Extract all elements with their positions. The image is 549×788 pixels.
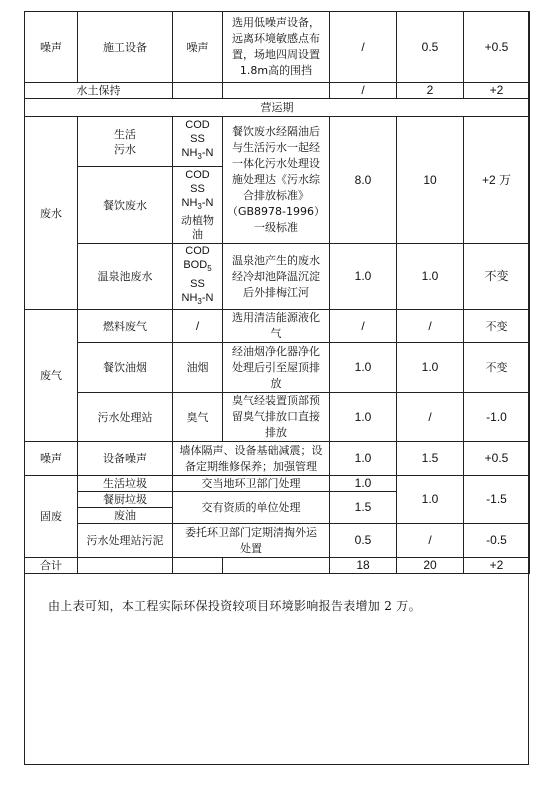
measure-cell: 墙体隔声、设备基础减震；设 备定期维修保养；加强管理	[173, 442, 330, 476]
pollutant-cell: /	[173, 310, 223, 343]
section-row	[25, 99, 530, 117]
measure-cell: 臭气经装置顶部预 留臭气排放口直接 排放	[223, 393, 330, 442]
source-cell: 水土保持	[25, 83, 173, 99]
value-cell: 1.0	[397, 244, 464, 310]
value-cell: 1.0	[330, 442, 397, 476]
value-cell: /	[397, 393, 464, 442]
source-cell: 餐饮油烟	[78, 343, 173, 393]
env-investment-table	[24, 11, 530, 574]
value-cell: +0.5	[464, 442, 530, 476]
value-cell: 1.0	[330, 343, 397, 393]
empty-cell	[223, 558, 330, 574]
value-cell: 不变	[464, 310, 530, 343]
total-value: 20	[397, 558, 464, 574]
empty-cell	[173, 83, 223, 99]
pollutant-cell: COD $BOD_5$ SS $NH_3-N$	[173, 244, 223, 310]
pollutant-cell: COD SS $NH_3-N$ 动植物 油	[173, 167, 223, 244]
pollutant-cell: COD SS $NH_3-N$	[173, 117, 223, 167]
value-cell: 1.0	[397, 476, 464, 524]
source-cell: 污水处理站污泥	[78, 524, 173, 558]
table-row	[25, 83, 530, 99]
value-cell: /	[330, 83, 397, 99]
value-cell: +0.5	[464, 12, 530, 83]
category-cell: 噪声	[25, 12, 78, 83]
table-row	[25, 12, 530, 83]
table-row	[25, 393, 530, 442]
table-row	[25, 117, 530, 167]
empty-cell	[78, 558, 173, 574]
value-cell: +2	[464, 83, 530, 99]
source-cell: 燃料废气	[78, 310, 173, 343]
category-cell: 固废	[25, 476, 78, 558]
value-cell: -1.0	[464, 393, 530, 442]
category-cell: 废水	[25, 117, 78, 310]
value-cell: 10	[397, 117, 464, 244]
summary-text: 由上表可知，本工程实际环保投资较项目环境影响报告表增加 2 万。	[48, 599, 421, 613]
table-row	[25, 524, 530, 558]
total-row	[25, 558, 530, 574]
value-cell: -0.5	[464, 524, 530, 558]
source-cell: 生活 污水	[78, 117, 173, 167]
pollutant-cell: 油烟	[173, 343, 223, 393]
source-cell: 生活垃圾	[78, 476, 173, 492]
value-cell: 1.5	[330, 492, 397, 524]
value-cell: 0.5	[330, 524, 397, 558]
section-header: 营运期	[25, 99, 530, 117]
value-cell: 1.0	[330, 393, 397, 442]
value-cell: +2 万	[464, 117, 530, 244]
total-label: 合计	[25, 558, 78, 574]
total-value: +2	[464, 558, 530, 574]
value-cell: 8.0	[330, 117, 397, 244]
category-cell: 废气	[25, 310, 78, 442]
measure-cell: 委托环卫部门定期清掏外运 处置	[173, 524, 330, 558]
value-cell: 2	[397, 83, 464, 99]
value-cell: 1.5	[397, 442, 464, 476]
table-row	[25, 476, 530, 492]
empty-cell	[223, 83, 330, 99]
pollutant-cell: 噪声	[173, 12, 223, 83]
value-cell: /	[397, 310, 464, 343]
value-cell: 1.0	[330, 476, 397, 492]
measure-cell: 选用低噪声设备， 远离环境敏感点布 置，场地四周设置 1.8m高的围挡	[223, 12, 330, 83]
measure-cell: 选用清洁能源液化 气	[223, 310, 330, 343]
total-value: 18	[330, 558, 397, 574]
value-cell: /	[330, 310, 397, 343]
table-row	[25, 343, 530, 393]
value-cell: 不变	[464, 343, 530, 393]
value-cell: 1.0	[397, 343, 464, 393]
table-row	[25, 442, 530, 476]
value-cell: 1.0	[330, 244, 397, 310]
empty-cell	[173, 558, 223, 574]
value-cell: 不变	[464, 244, 530, 310]
value-cell: /	[397, 524, 464, 558]
table-row	[25, 244, 530, 310]
pollutant-cell: 臭气	[173, 393, 223, 442]
value-cell: 0.5	[397, 12, 464, 83]
measure-cell: 餐饮废水经隔油后 与生活污水一起经 一体化污水处理设 施处理达《污水综 合排放标准》 （GB8978-1996） 一级标准	[223, 117, 330, 244]
measure-cell: 交当地环卫部门处理	[173, 476, 330, 492]
category-cell: 噪声	[25, 442, 78, 476]
source-cell: 污水处理站	[78, 393, 173, 442]
source-cell: 废油	[78, 508, 173, 524]
value-cell: /	[330, 12, 397, 83]
measure-cell: 交有资质的单位处理	[173, 492, 330, 524]
value-cell: -1.5	[464, 476, 530, 524]
measure-cell: 温泉池产生的废水 经冷却池降温沉淀 后外排梅江河	[223, 244, 330, 310]
source-cell: 设备噪声	[78, 442, 173, 476]
source-cell: 温泉池废水	[78, 244, 173, 310]
table-row	[25, 310, 530, 343]
source-cell: 餐厨垃圾	[78, 492, 173, 508]
measure-cell: 经油烟净化器净化 处理后引至屋顶排 放	[223, 343, 330, 393]
source-cell: 施工设备	[78, 12, 173, 83]
source-cell: 餐饮废水	[78, 167, 173, 244]
